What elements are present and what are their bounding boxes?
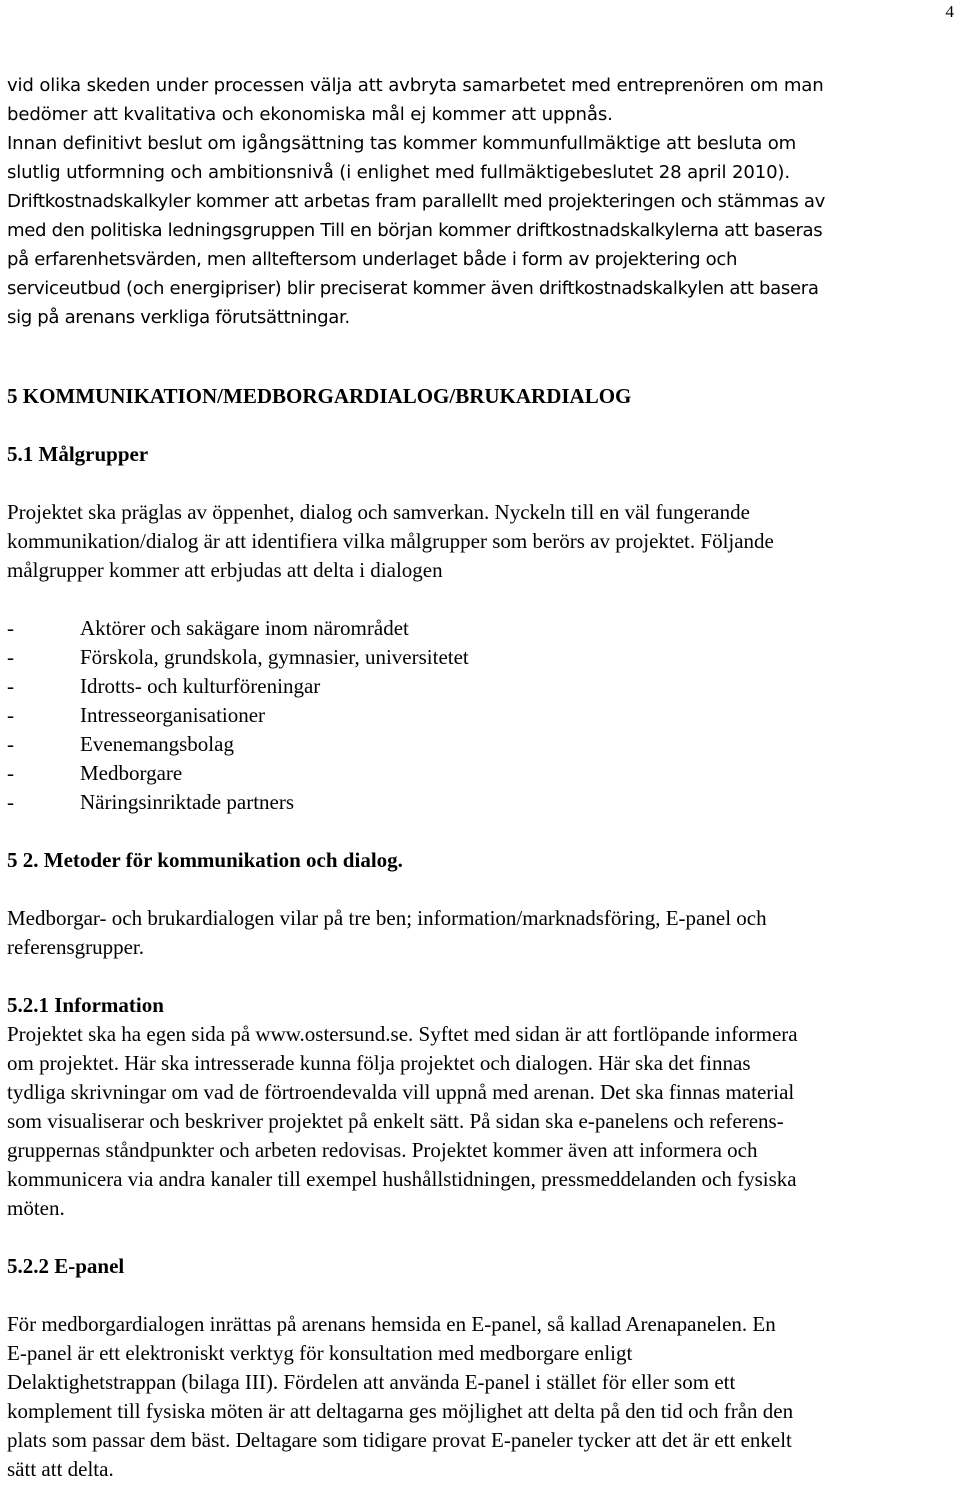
text-line: För medborgardialogen inrättas på arenans hemsida en E-panel, så kallad Arenapanelen. En	[7, 1312, 776, 1336]
text-line: referensgrupper.	[7, 935, 145, 959]
section-5-2-heading: 5 2. Metoder för kommunikation och dialog.	[7, 848, 403, 872]
list-item	[7, 788, 957, 817]
text-line: Medborgar- och brukardialogen vilar på tre ben; information/marknadsföring, E-panel och	[7, 906, 767, 930]
text-line: Projektet ska ha egen sida på www.ostersund.se. Syftet med sidan är att fortlöpande informera	[7, 1022, 798, 1046]
text-line: komplement till fysiska möten är att deltagarna ges möjlighet att delta på den tid och från den	[7, 1399, 794, 1423]
list-item-text: Evenemangsbolag	[80, 732, 234, 756]
text-line: Innan definitivt beslut om igångsättning tas kommer kommunfullmäktige att besluta om	[7, 133, 797, 154]
section-5-heading: 5 KOMMUNIKATION/MEDBORGARDIALOG/BRUKARDIALOG	[7, 384, 632, 408]
text-line: E-panel är ett elektroniskt verktyg för konsultation med medborgare enligt	[7, 1341, 633, 1365]
document-body	[7, 71, 957, 1484]
target-groups-paragraph	[7, 498, 957, 585]
text-line: vid olika skeden under processen välja att avbryta samarbetet med entreprenören om man	[7, 75, 824, 96]
section-5-1-heading: 5.1 Målgrupper	[7, 442, 149, 466]
list-item-text: Idrotts- och kulturföreningar	[80, 674, 321, 698]
list-item	[7, 614, 957, 643]
list-item	[7, 643, 957, 672]
e-panel-paragraph	[7, 1310, 957, 1484]
text-line: tydliga skrivningar om vad de förtroendevalda vill uppnå med arenan. Det ska finnas material	[7, 1080, 795, 1104]
list-dash: -	[7, 616, 14, 640]
list-dash: -	[7, 732, 14, 756]
text-line: som visualiserar och beskriver projektet på enkelt sätt. På sidan ska e-panelens och referens-	[7, 1109, 784, 1133]
list-item	[7, 672, 957, 701]
list-dash: -	[7, 703, 14, 727]
text-line: med den politiska ledningsgruppen Till en början kommer driftkostnadskalkylerna att baseras	[7, 220, 823, 241]
text-line: gruppernas ståndpunkter och arbeten redovisas. Projektet kommer även att informera och	[7, 1138, 758, 1162]
text-line: Driftkostnadskalkyler kommer att arbetas fram parallellt med projekteringen och stämmas av	[7, 191, 825, 212]
list-item-text: Näringsinriktade partners	[80, 790, 295, 814]
section-5-2-2-heading: 5.2.2 E-panel	[7, 1254, 125, 1278]
text-line: om projektet. Här ska intresserade kunna följa projektet och dialogen. Här ska det finnas	[7, 1051, 751, 1075]
list-item-text: Förskola, grundskola, gymnasier, universitetet	[80, 645, 469, 669]
cost-calculation-paragraph	[7, 187, 957, 332]
list-item	[7, 730, 957, 759]
text-line: sätt att delta.	[7, 1457, 114, 1481]
text-line: bedömer att kvalitativa och ekonomiska mål ej kommer att uppnås.	[7, 104, 613, 125]
list-dash: -	[7, 761, 14, 785]
section-5-2-1-heading: 5.2.1 Information	[7, 993, 164, 1017]
text-line: Projektet ska präglas av öppenhet, dialog och samverkan. Nyckeln till en väl fungerande	[7, 500, 750, 524]
list-item-text: Intresseorganisationer	[80, 703, 266, 727]
text-line: möten.	[7, 1196, 65, 1220]
text-line: på erfarenhetsvärden, men allteftersom underlaget både i form av projektering och	[7, 249, 738, 270]
page-number: 4	[945, 2, 954, 21]
text-line: plats som passar dem bäst. Deltagare som tidigare provat E-paneler tycker att det är ett enkelt	[7, 1428, 792, 1452]
target-groups-list	[7, 614, 957, 817]
list-item	[7, 759, 957, 788]
list-dash: -	[7, 674, 14, 698]
text-line: Delaktighetstrappan (bilaga III). Fördelen att använda E-panel i stället för eller som ett	[7, 1370, 736, 1394]
text-line: målgrupper kommer att erbjudas att delta i dialogen	[7, 558, 443, 582]
text-line: slutlig utformning och ambitionsnivå (i enlighet med fullmäktigebeslutet 28 april 2010).	[7, 162, 790, 183]
methods-paragraph	[7, 904, 957, 962]
list-item-text: Aktörer och sakägare inom närområdet	[80, 616, 409, 640]
text-line: kommunicera via andra kanaler till exempel hushållstidningen, pressmeddelanden och fysiska	[7, 1167, 797, 1191]
text-line: kommunikation/dialog är att identifiera vilka målgrupper som berörs av projektet. Följande	[7, 529, 774, 553]
list-item	[7, 701, 957, 730]
intro-paragraph	[7, 71, 957, 187]
list-dash: -	[7, 645, 14, 669]
information-paragraph	[7, 1020, 957, 1223]
list-dash: -	[7, 790, 14, 814]
text-line: serviceutbud (och energipriser) blir preciserat kommer även driftkostnadskalkylen att basera	[7, 278, 819, 299]
list-item-text: Medborgare	[80, 761, 183, 785]
text-line: sig på arenans verkliga förutsättningar.	[7, 307, 350, 328]
